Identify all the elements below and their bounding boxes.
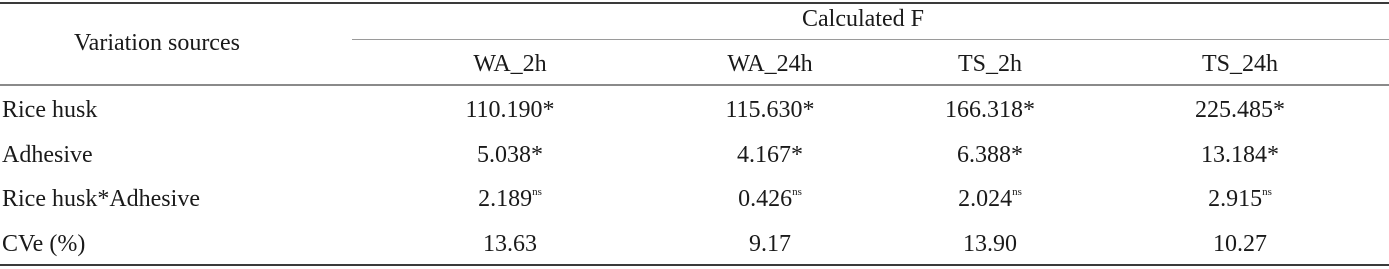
column-header-ts-2h: TS_2h xyxy=(957,51,1022,77)
row-label-rice-husk: Rice husk xyxy=(2,97,98,123)
row-label-adhesive: Adhesive xyxy=(2,142,93,168)
table-cell: 4.167* xyxy=(737,142,803,168)
row-label-cve: CVe (%) xyxy=(2,231,86,257)
table-cell: 110.190* xyxy=(465,97,555,123)
table-cell: 13.63 xyxy=(483,231,537,257)
table-top-rule xyxy=(0,2,1389,4)
table-bottom-rule xyxy=(0,264,1389,266)
group-header-label: Calculated F xyxy=(802,6,924,32)
table-cell: 166.318* xyxy=(945,97,1035,123)
header-body-rule xyxy=(0,84,1389,86)
column-header-wa-24h: WA_24h xyxy=(727,51,813,77)
table-cell: 5.038* xyxy=(477,142,543,168)
table-cell: $2.024^{ns}$ xyxy=(958,186,1022,212)
group-header-underline xyxy=(352,39,1389,40)
table-cell: $2.915^{ns}$ xyxy=(1208,186,1272,212)
row-header-label: Variation sources xyxy=(74,30,240,56)
table-cell: 13.184* xyxy=(1201,142,1279,168)
row-label-rice-husk-adhesive: Rice husk*Adhesive xyxy=(2,186,200,212)
table-cell: 6.388* xyxy=(957,142,1023,168)
column-header-wa-2h: WA_2h xyxy=(473,51,547,77)
table-cell: 9.17 xyxy=(749,231,791,257)
table-cell: 10.27 xyxy=(1213,231,1267,257)
column-header-ts-24h: TS_24h xyxy=(1201,51,1278,77)
table-cell: $0.426^{ns}$ xyxy=(738,186,802,212)
table-cell: 225.485* xyxy=(1195,97,1285,123)
table-cell: $2.189^{ns}$ xyxy=(478,186,542,212)
table-cell: 115.630* xyxy=(725,97,815,123)
table-cell: 13.90 xyxy=(963,231,1017,257)
